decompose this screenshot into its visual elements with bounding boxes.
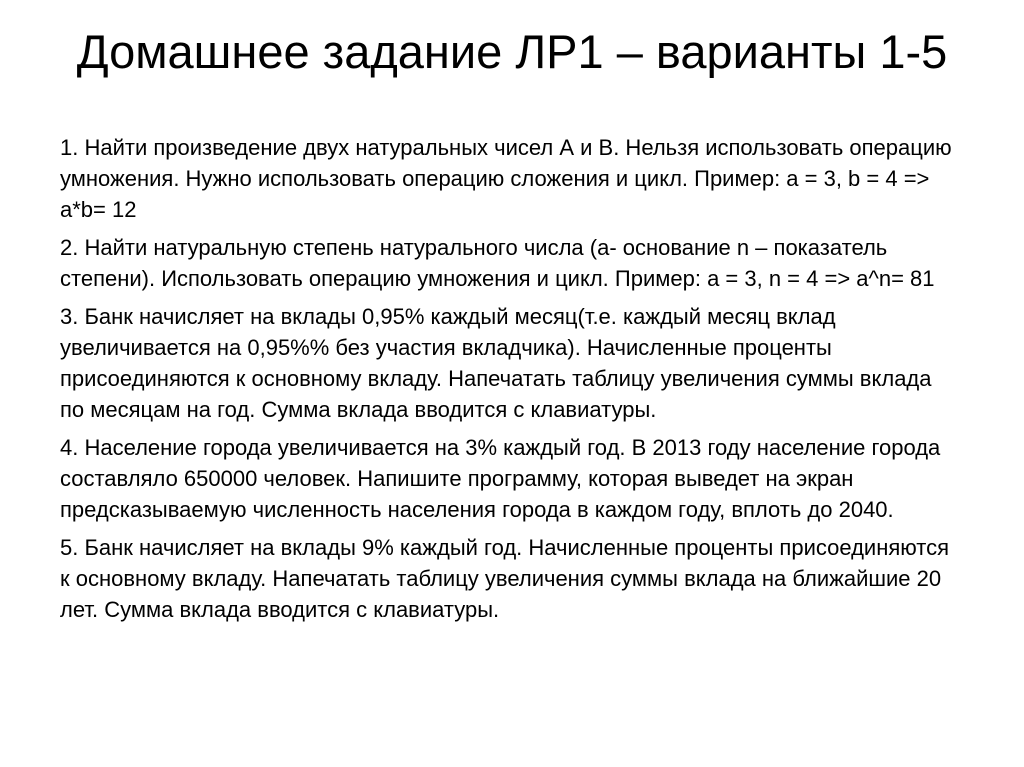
task-list [60,132,960,632]
slide-title: Домашнее задание ЛР1 – варианты 1-5 [76,25,948,78]
task-item-2: 2. Найти натуральную степень натурального числа (a- основание n – показатель степени). Использовать операцию умножения и цикл. Пример: a = 3, n = 4 => a^n= 81 [60,235,935,291]
task-item-3: 3. Банк начисляет на вклады 0,95% каждый месяц(т.е. каждый месяц вклад увеличивается на 0,95%% без участия вкладчика). Начисленные проценты присоединяются к основному вкладу. Напечатать таблицу увеличения суммы вклада по месяцам на год. Сумма вклада вводится с клавиатуры. [60,304,932,422]
task-item-4: 4. Население города увеличивается на 3% каждый год. В 2013 году население города составляло 650000 человек. Напишите программу, которая выведет на экран предсказываемую численность населения города в каждом году, вплоть до 2040. [60,435,941,522]
task-item-1: 1. Найти произведение двух натуральных чисел А и В. Нельзя использовать операцию умножения. Нужно использовать операцию сложения и цикл. Пример: a = 3, b = 4 => a*b= 12 [60,135,952,222]
task-item-5: 5. Банк начисляет на вклады 9% каждый год. Начисленные проценты присоединяются к основному вкладу. Напечатать таблицу увеличения суммы вклада на ближайшие 20 лет. Сумма вклада вводится с клавиатуры. [60,535,950,622]
